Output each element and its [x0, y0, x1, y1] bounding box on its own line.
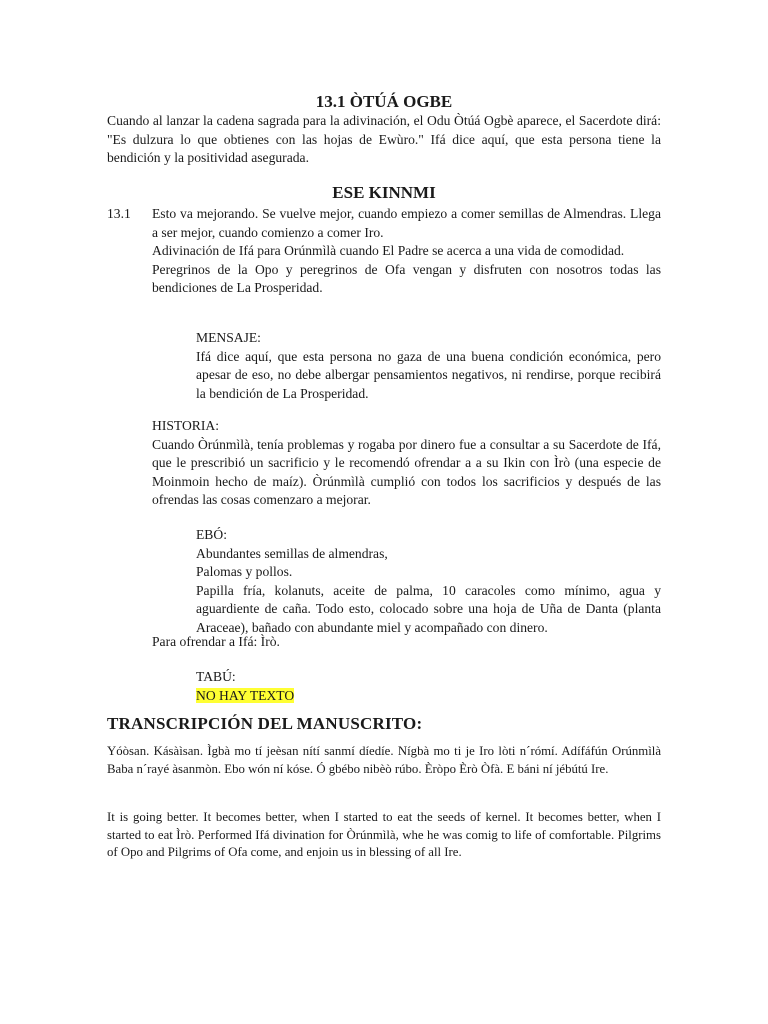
manuscript-english [107, 809, 661, 862]
ebo-item: Abundantes semillas de almendras, [196, 545, 388, 561]
english-text: It is going better. It becomes better, when I started to eat the seeds of kernel. It becomes better, when I started to eat Ìrò. Performed Ifá divination for Òrúnmìlà, whe he was comig to life of comfortable. Pilgrims of Opo and Pilgrims of Ofa come, and enjoin us in blessing of all Ire. [107, 810, 661, 859]
tabu-text-row [196, 687, 661, 706]
historia-block [152, 417, 661, 510]
yoruba-text: Yóòsan. Kásàìsan. Ìgbà mo tí jeèsan nítí sanmí díedíe. Nígbà mo ti je Iro lòti n´rómí. Adífáfún Orúnmìlà Baba n´rayé àsanmòn. Ebo wón ní kóse. Ó gbébo nibèò rúbo. Èròpo Èrò Òfà. E báni ní jébútú Ire. [107, 744, 661, 776]
intro-paragraph: Cuando al lanzar la cadena sagrada para la adivinación, el Odu Òtúá Ogbè aparece, el Sacerdote dirá: "Es dulzura lo que obtienes con las hojas de Ewùro." Ifá dice aquí, que esta persona tiene la bendición y la positividad asegurada. [107, 113, 661, 165]
historia-text: Cuando Òrúnmìlà, tenía problemas y rogaba por dinero fue a consultar a su Sacerdote de Ifá, que le prescribió un sacrificio y le recomendó ofrendar a a su Ikin con Ìrò (una especie de Moinmoin hecho de maíz). Òrúnmìlà cumplió con todos los sacrificios y después de las ofrendas las cosas comenzaro a mejorar. [152, 436, 661, 507]
mensaje-block [196, 329, 661, 403]
verse-line: Adivinación de Ifá para Orúnmìlà cuando El Padre se acerca a una vida de comodidad. [152, 243, 625, 258]
ebo-item: Papilla fría, kolanuts, aceite de palma, 10 caracoles como mínimo, agua y aguardiente de caña. Todo esto, colocado sobre una hoja de Uña de Danta (planta Araceae), bañado con abundante miel y acompañado con dinero. [196, 582, 661, 635]
historia-label: HISTORIA: [152, 418, 219, 433]
mensaje-text: Ifá dice aquí, que esta persona no gaza de una buena condición económica, pero apesar de eso, no debe albergar pensamientos negativos, ni rendirse, porque recibirá la bendición de La Prosperidad. [196, 348, 661, 401]
ebo-label: EBÓ: [196, 527, 227, 542]
verse-block [152, 205, 661, 298]
ebo-offer-line [152, 633, 661, 652]
tabu-block [196, 668, 661, 705]
verse-line: Peregrinos de la Opo y peregrinos de Ofa vengan y disfruten con nosotros todas las bendiciones de La Prosperidad. [152, 261, 661, 295]
ebo-item: Palomas y pollos. [196, 564, 293, 579]
tabu-label: TABÚ: [196, 669, 236, 684]
ebo-block [196, 526, 661, 637]
tabu-highlight-text: NO HAY TEXTO [196, 687, 295, 703]
page-title: 13.1 ÒTÚÁ OGBE [315, 92, 453, 111]
section-header: ESE KINNMI [332, 183, 436, 202]
ebo-offer-text: Para ofrendar a Ifá: Ìrò. [152, 634, 280, 649]
verse-line: Esto va mejorando. Se vuelve mejor, cuando empiezo a comer semillas de Almendras. Llega a ser mejor, cuando comienzo a comer Iro. [152, 206, 661, 240]
manuscript-yoruba [107, 743, 661, 778]
verse-number: 13.1 [107, 206, 131, 221]
mensaje-label: MENSAJE: [196, 330, 261, 345]
manuscript-header: TRANSCRIPCIÓN DEL MANUSCRITO: [107, 714, 423, 733]
